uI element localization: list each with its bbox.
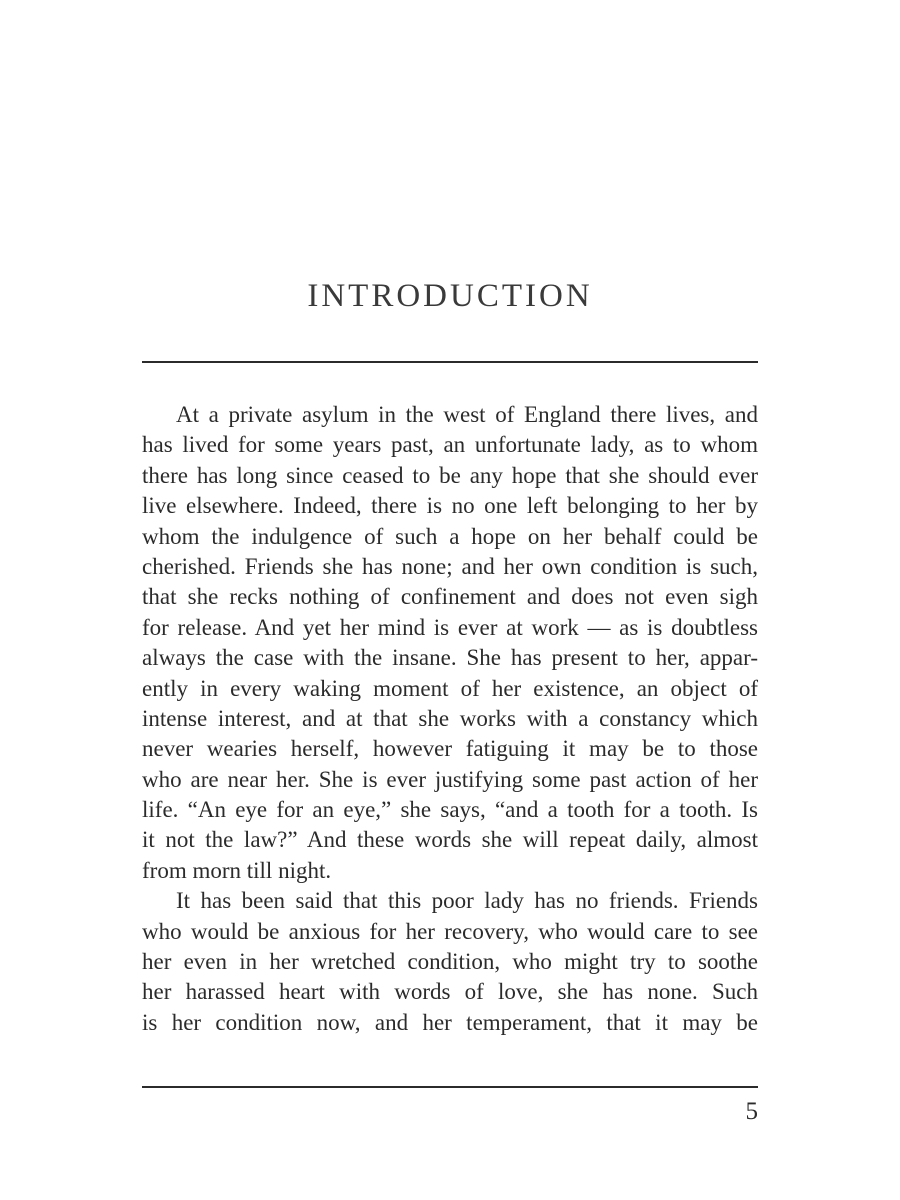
- body-text: [142, 400, 758, 1038]
- paragraph: [142, 400, 758, 886]
- text-line: for release. And yet her mind is ever at work — as is doubtless: [142, 614, 758, 640]
- text-line: live elsewhere. Indeed, there is no one left belonging to her by: [142, 493, 758, 519]
- text-line: there has long since ceased to be any hope that she should ever: [142, 462, 758, 488]
- text-line: cherished. Friends she has none; and her own condition is such,: [142, 553, 758, 579]
- paragraph: [142, 886, 758, 1038]
- page-number: 5: [745, 1098, 758, 1125]
- text-line: It has been said that this poor lady has no friends. Friends: [176, 888, 758, 914]
- text-line: intense interest, and at that she works with a constancy which: [142, 705, 758, 731]
- text-line: life. “An eye for an eye,” she says, “and a tooth for a tooth. Is: [142, 797, 758, 823]
- text-line: from morn till night.: [142, 857, 332, 883]
- text-line: has lived for some years past, an unfortunate lady, as to whom: [142, 432, 758, 458]
- text-line: who would be anxious for her recovery, who would care to see: [142, 918, 758, 944]
- text-line: whom the indulgence of such a hope on her behalf could be: [142, 523, 758, 549]
- text-line: is her condition now, and her temperament, that it may be: [142, 1009, 758, 1035]
- top-rule: [142, 361, 758, 363]
- text-line: her even in her wretched condition, who might try to soothe: [142, 949, 758, 975]
- text-line: always the case with the insane. She has present to her, appar-: [142, 645, 758, 671]
- text-line: who are near her. She is ever justifying some past action of her: [142, 766, 758, 792]
- text-line: ently in every waking moment of her existence, an object of: [142, 675, 758, 701]
- text-line: never wearies herself, however fatiguing it may be to those: [142, 736, 758, 762]
- text-line: that she recks nothing of confinement and does not even sigh: [142, 584, 758, 610]
- text-line: At a private asylum in the west of England there lives, and: [176, 402, 758, 427]
- text-line: it not the law?” And these words she will repeat daily, almost: [142, 827, 758, 853]
- bottom-rule: [142, 1086, 758, 1088]
- text-line: her harassed heart with words of love, she has none. Such: [142, 979, 758, 1005]
- chapter-title: INTRODUCTION: [307, 278, 593, 314]
